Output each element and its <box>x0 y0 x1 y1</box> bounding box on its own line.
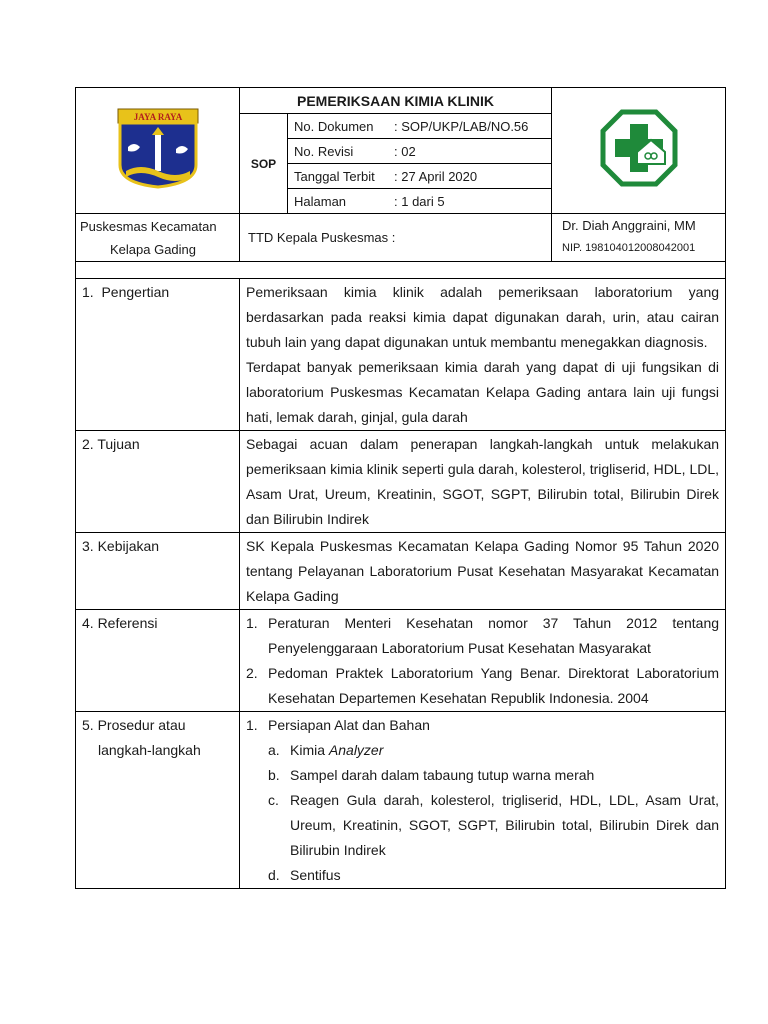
org-cell <box>76 214 240 262</box>
head-name: Dr. Diah Anggraini, MM <box>562 218 696 233</box>
list-letter: b. <box>268 767 280 783</box>
section-content-prosedur <box>240 712 726 889</box>
list-item <box>246 763 719 788</box>
list-item <box>246 611 719 661</box>
list-text: Pedoman Praktek Laboratorium Yang Benar. Direktorat Laboratorium Kesehatan Departemen Kesehatan Republik Indonesia. 2004 <box>268 665 720 706</box>
meta-value-tanggal: : 27 April 2020 <box>394 164 551 189</box>
section-label-tujuan: 2. Tujuan <box>76 431 240 533</box>
list-text-italic: Analyzer <box>328 742 384 758</box>
sop-document-table <box>75 87 726 889</box>
meta-label-dokumen: No. Dokumen <box>288 114 395 139</box>
puskesmas-logo <box>599 108 679 188</box>
list-text: Sentifus <box>290 867 341 883</box>
jaya-raya-logo-cell <box>76 88 240 214</box>
list-letter: c. <box>268 792 279 808</box>
section-label-referensi: 4. Referensi <box>76 610 240 712</box>
list-text: Kimia <box>290 742 329 758</box>
meta-value-dokumen: : SOP/UKP/LAB/NO.56 <box>394 114 551 139</box>
step-number: 1. <box>246 717 258 733</box>
pengertian-paragraph-1: Pemeriksaan kimia klinik adalah pemeriksaan laboratorium yang berdasarkan pada reaksi kimia dapat digunakan darah, urin, atau cairan tubuh lain yang dapat digunakan untuk membantu menegakkan diagnosis. <box>246 284 720 350</box>
list-item <box>246 661 719 711</box>
section-label-prosedur <box>76 712 240 889</box>
section-content-pengertian <box>240 279 726 431</box>
list-number: 1. <box>246 615 258 631</box>
section-number: 1. <box>82 284 94 300</box>
sop-label: SOP <box>240 114 288 214</box>
jaya-raya-logo <box>108 107 208 189</box>
head-signatory-cell <box>552 214 726 262</box>
meta-value-halaman: : 1 dari 5 <box>394 193 445 209</box>
prosedur-label-line2: langkah-langkah <box>98 742 201 758</box>
meta-label-revisi: No. Revisi <box>288 139 395 164</box>
section-content-kebijakan: SK Kepala Puskesmas Kecamatan Kelapa Gading Nomor 95 Tahun 2020 tentang Pelayanan Laboratorium Pusat Kesehatan Masyarakat Kecamatan Kelapa Gading <box>240 533 726 610</box>
meta-label-tanggal: Tanggal Terbit <box>288 164 395 189</box>
svg-text:JAYA RAYA: JAYA RAYA <box>133 112 182 122</box>
meta-value-revisi: : 02 <box>394 139 551 164</box>
list-item <box>246 738 719 763</box>
meta-label-halaman: Halaman <box>294 193 347 209</box>
list-item <box>246 863 719 888</box>
pengertian-paragraph-2: Terdapat banyak pemeriksaan kimia darah yang dapat di uji fungsikan di laboratorium Puskesmas Kecamatan Kelapa Gading antara lain uji fungsi hati, lemak darah, ginjal, gula darah <box>246 359 720 425</box>
section-content-referensi <box>240 610 726 712</box>
puskesmas-logo-cell <box>552 88 726 214</box>
list-letter: a. <box>268 742 280 758</box>
document-title: PEMERIKSAAN KIMIA KLINIK <box>240 88 551 114</box>
prosedur-label-line1: 5. Prosedur atau <box>82 717 186 733</box>
prosedur-step <box>246 713 719 738</box>
ttd-label: TTD Kepala Puskesmas : <box>240 214 552 262</box>
section-title: Pengertian <box>101 284 170 300</box>
list-letter: d. <box>268 867 280 883</box>
list-text: Reagen Gula darah, kolesterol, trigliserid, HDL, LDL, Asam Urat, Ureum, Kreatinin, SGOT, SGPT, Bilirubin total, Bilirubin Direk dan Bilirubin Indirek <box>290 792 720 858</box>
section-content-tujuan: Sebagai acuan dalam penerapan langkah-langkah untuk melakukan pemeriksaan kimia klinik seperti gula darah, kolesterol, trigliserid, HDL, LDL, Asam Urat, Ureum, Kreatinin, SGOT, SGPT, Bilirubin total, Bilirubin Direk dan Bilirubin Indirek <box>240 431 726 533</box>
head-nip: NIP. 198104012008042001 <box>562 242 696 254</box>
spacer-row <box>76 262 726 279</box>
list-item <box>246 788 719 863</box>
org-line1: Puskesmas Kecamatan <box>80 219 217 234</box>
section-label-kebijakan: 3. Kebijakan <box>76 533 240 610</box>
list-number: 2. <box>246 665 258 681</box>
list-text: Sampel darah dalam tabaung tutup warna merah <box>290 767 595 783</box>
list-text: Peraturan Menteri Kesehatan nomor 37 Tahun 2012 tentang Penyelenggaraan Laboratorium Pusat Kesehatan Masyarakat <box>268 615 720 656</box>
section-label-pengertian <box>76 279 240 431</box>
step-title: Persiapan Alat dan Bahan <box>268 717 430 733</box>
org-line2: Kelapa Gading <box>110 242 197 257</box>
